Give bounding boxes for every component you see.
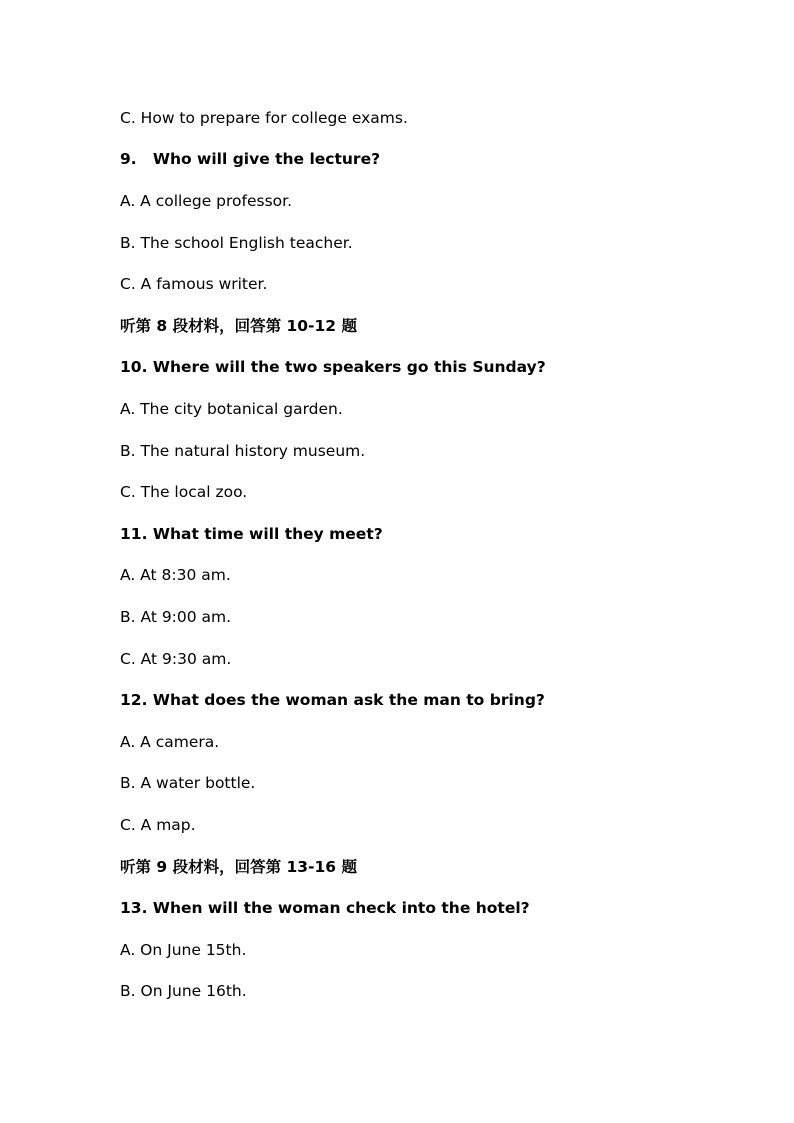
option-10a: A. The city botanical garden. bbox=[120, 400, 343, 418]
option-11a: A. At 8:30 am. bbox=[120, 566, 231, 584]
option-13b: B. On June 16th. bbox=[120, 982, 247, 1000]
question-11: 11. What time will they meet? bbox=[120, 525, 383, 543]
option-10c: C. The local zoo. bbox=[120, 483, 248, 501]
section-heading-8: 听第 8 段材料，回答第 10-12 题 bbox=[120, 317, 357, 335]
option-9a: A. A college professor. bbox=[120, 192, 293, 210]
option-9b: B. The school English teacher. bbox=[120, 234, 353, 252]
question-9: 9. Who will give the lecture? bbox=[120, 150, 381, 168]
option-8c: C. How to prepare for college exams. bbox=[120, 109, 408, 127]
question-13: 13. When will the woman check into the hotel? bbox=[120, 899, 530, 917]
question-10: 10. Where will the two speakers go this Sunday? bbox=[120, 358, 546, 376]
question-12: 12. What does the woman ask the man to bring? bbox=[120, 691, 545, 709]
option-11c: C. At 9:30 am. bbox=[120, 650, 232, 668]
option-11b: B. At 9:00 am. bbox=[120, 608, 232, 626]
option-10b: B. The natural history museum. bbox=[120, 442, 366, 460]
option-12b: B. A water bottle. bbox=[120, 774, 256, 792]
option-9c: C. A famous writer. bbox=[120, 275, 268, 293]
option-13a: A. On June 15th. bbox=[120, 941, 247, 959]
option-12c: C. A map. bbox=[120, 816, 196, 834]
option-12a: A. A camera. bbox=[120, 733, 220, 751]
section-heading-9: 听第 9 段材料，回答第 13-16 题 bbox=[120, 858, 357, 876]
